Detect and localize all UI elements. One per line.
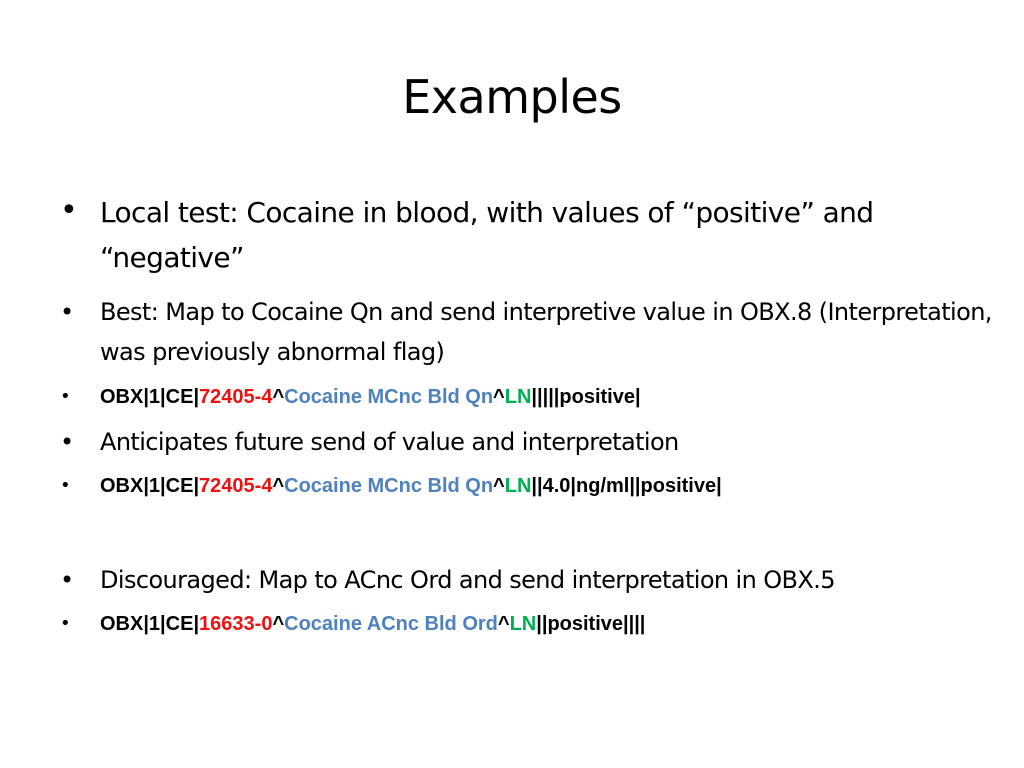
bullet-icon: •: [60, 386, 71, 407]
field-separators: |||||: [531, 386, 560, 408]
bullet-text: Anticipates future send of value and interpretation: [100, 428, 679, 456]
obx-value: positive: [559, 386, 635, 408]
bullet-icon: •: [60, 613, 71, 634]
obx-prefix: OBX|1|CE|: [100, 613, 200, 635]
obx-prefix: OBX|1|CE|: [100, 475, 200, 497]
obx-segment-line: [100, 608, 1000, 640]
loinc-name: Cocaine MCnc Bld Qn: [284, 386, 494, 408]
bullet-icon: •: [60, 475, 71, 496]
component-separator: ^: [493, 475, 505, 497]
component-separator: ^: [493, 386, 505, 408]
field-separators: |: [634, 386, 641, 408]
bullet-icon: •: [60, 298, 75, 326]
loinc-name: Cocaine MCnc Bld Qn: [284, 475, 494, 497]
bullet-item-anticipates: [60, 424, 1000, 458]
obx-value: 4.0|ng/ml||positive: [542, 475, 717, 497]
obx-prefix: OBX|1|CE|: [100, 386, 200, 408]
slide-title: Examples: [402, 70, 622, 124]
bullet-item-local-test: [60, 190, 1000, 280]
component-separator: ^: [272, 386, 285, 408]
coding-system: LN: [504, 475, 532, 497]
component-separator: ^: [497, 613, 510, 635]
obx-value: positive: [547, 613, 624, 635]
coding-system: LN: [509, 613, 537, 635]
bullet-icon: •: [60, 566, 75, 594]
field-separators: |: [716, 475, 722, 497]
bullet-item-best: [60, 292, 1000, 374]
field-separators: ||||: [623, 613, 646, 635]
field-separators: ||: [531, 475, 543, 497]
obx-segment-line: [100, 470, 1000, 502]
bullet-text: Best: Map to Cocaine Qn and send interpretive value in OBX.8 (Interpretation, was previously abnormal flag): [100, 298, 992, 366]
bullet-item-obx-example-2: [60, 470, 1000, 504]
loinc-code: 72405-4: [199, 475, 273, 497]
bullet-text: Discouraged: Map to ACnc Ord and send interpretation in OBX.5: [100, 566, 835, 594]
bullet-text: Local test: Cocaine in blood, with values of “positive” and “negative”: [100, 196, 874, 274]
loinc-name: Cocaine ACnc Bld Ord: [284, 613, 498, 635]
bullet-item-discouraged: [60, 562, 1000, 596]
obx-segment-line: [100, 381, 1000, 413]
component-separator: ^: [272, 475, 285, 497]
bullet-item-obx-example-3: [60, 608, 1000, 642]
bullet-icon: •: [60, 193, 78, 228]
bullet-item-obx-example-1: [60, 381, 1000, 415]
coding-system: LN: [504, 386, 532, 408]
component-separator: ^: [272, 613, 285, 635]
loinc-code: 72405-4: [199, 386, 273, 408]
bullet-icon: •: [60, 428, 75, 456]
loinc-code: 16633-0: [199, 613, 273, 635]
field-separators: ||: [536, 613, 548, 635]
